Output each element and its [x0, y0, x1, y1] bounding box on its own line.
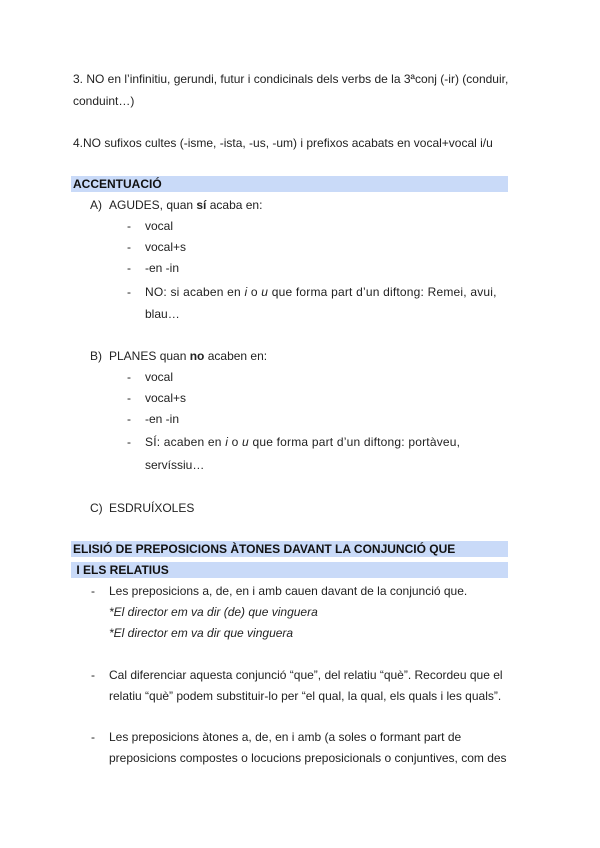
list-dash: - — [127, 285, 131, 299]
point-4-line: 4.NO sufixos cultes (-isme, -ista, -us, -um) i prefixos acabats en vocal+vocal i/u — [73, 136, 493, 150]
planes-item-si: SÍ: acaben en i o u que forma part d’un diftong: portàveu, — [145, 435, 461, 449]
planes-item-vocal: vocal — [145, 370, 174, 384]
list-dash: - — [127, 261, 131, 275]
point-3-line-1: 3. NO en l’infinitiu, gerundi, futur i condicinals dels verbs de la 3ªconj (-ir) (conduir, — [73, 72, 509, 86]
planes-item-si-cont: servíssiu… — [145, 458, 205, 472]
elisio-bullet-3-line-2: preposicions compostes o locucions preposicionals o conjuntives, com des — [109, 751, 507, 765]
list-dash: - — [127, 370, 131, 384]
agudes-item-en-in: -en -in — [145, 261, 180, 275]
list-dash: - — [127, 219, 131, 233]
list-dash: - — [127, 435, 131, 449]
list-dash: - — [127, 391, 131, 405]
agudes-marker: A) — [90, 198, 102, 212]
planes-item-en-in: -en -in — [145, 412, 180, 426]
planes-title: PLANES quan no acaben en: — [109, 349, 268, 363]
esdruixoles-title: ESDRUÍXOLES — [109, 501, 195, 515]
agudes-item-vocal: vocal — [145, 219, 174, 233]
elisio-bullet-2-line-2: relatiu “què” podem substituir-lo per “el qual, la qual, els quals i les quals”. — [109, 689, 502, 703]
agudes-item-no-cont: blau… — [145, 307, 180, 321]
elisio-heading-line-2: I ELS RELATIUS — [73, 563, 169, 577]
agudes-title: AGUDES, quan sí acaba en: — [109, 198, 263, 212]
point-3-line-2: conduint…) — [73, 94, 135, 108]
elisio-bullet-1-line-1: Les preposicions a, de, en i amb cauen davant de la conjunció que. — [109, 584, 468, 598]
planes-marker: B) — [90, 349, 102, 363]
list-dash: - — [127, 412, 131, 426]
planes-item-vocal-s: vocal+s — [145, 391, 187, 405]
list-dash: - — [91, 668, 95, 682]
agudes-item-vocal-s: vocal+s — [145, 240, 187, 254]
elisio-heading-line-1: ELISIÓ DE PREPOSICIONS ÀTONES DAVANT LA CONJUNCIÓ QUE — [73, 542, 456, 556]
elisio-bullet-2-line-1: Cal diferenciar aquesta conjunció “que”, del relatiu “què”. Recordeu que el — [109, 668, 503, 682]
accentuacio-heading: ACCENTUACIÓ — [73, 177, 162, 191]
list-dash: - — [127, 240, 131, 254]
list-dash: - — [91, 730, 95, 744]
esdruixoles-marker: C) — [90, 501, 103, 515]
elisio-example-2: *El director em va dir que vinguera — [109, 626, 294, 640]
agudes-item-no: NO: si acaben en i o u que forma part d’un diftong: Remei, avui, — [145, 285, 497, 299]
elisio-example-1: *El director em va dir (de) que vinguera — [109, 605, 318, 619]
list-dash: - — [91, 584, 95, 598]
elisio-bullet-3-line-1: Les preposicions àtones a, de, en i amb (a soles o formant part de — [109, 730, 462, 744]
